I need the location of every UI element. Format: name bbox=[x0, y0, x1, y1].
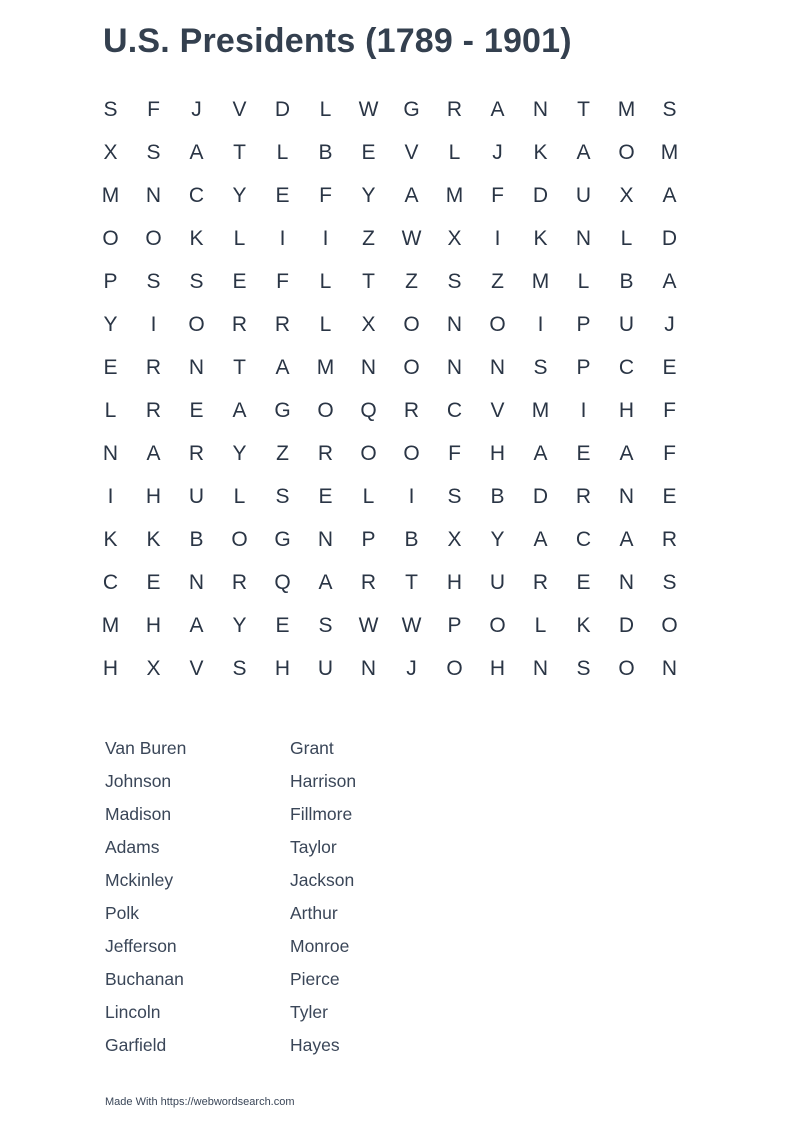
grid-cell[interactable]: Y bbox=[232, 441, 247, 465]
grid-cell[interactable]: R bbox=[403, 398, 420, 422]
grid-cell[interactable]: J bbox=[406, 656, 417, 680]
grid-cell[interactable]: E bbox=[662, 484, 677, 508]
grid-cell[interactable]: S bbox=[146, 269, 161, 293]
grid-cell[interactable]: U bbox=[618, 312, 635, 336]
grid-cell[interactable]: D bbox=[618, 613, 635, 637]
grid-cell[interactable]: B bbox=[490, 484, 505, 508]
grid-cell[interactable]: R bbox=[145, 398, 162, 422]
grid-cell[interactable]: S bbox=[189, 269, 204, 293]
grid-cell[interactable]: N bbox=[317, 527, 334, 551]
word-list-item: Pierce bbox=[290, 969, 340, 989]
grid-cell[interactable]: T bbox=[577, 97, 590, 121]
grid-cell[interactable]: E bbox=[318, 484, 333, 508]
grid-cell[interactable]: Y bbox=[232, 183, 247, 207]
grid-cell[interactable]: S bbox=[662, 97, 677, 121]
grid-cell[interactable]: D bbox=[661, 226, 678, 250]
grid-cell[interactable]: S bbox=[232, 656, 247, 680]
grid-cell[interactable]: V bbox=[404, 140, 419, 164]
grid-cell[interactable]: W bbox=[401, 613, 422, 637]
grid-cell[interactable]: N bbox=[532, 656, 549, 680]
grid-cell[interactable]: K bbox=[576, 613, 591, 637]
grid-cell[interactable]: M bbox=[101, 613, 120, 637]
grid-cell[interactable]: I bbox=[408, 484, 415, 508]
grid-cell[interactable]: K bbox=[533, 226, 548, 250]
grid-cell[interactable]: O bbox=[231, 527, 248, 551]
grid-cell[interactable]: L bbox=[577, 269, 590, 293]
grid-cell[interactable]: P bbox=[576, 355, 591, 379]
grid-cell[interactable]: O bbox=[360, 441, 377, 465]
grid-cell[interactable]: O bbox=[102, 226, 119, 250]
grid-cell[interactable]: U bbox=[489, 570, 506, 594]
grid-cell[interactable]: B bbox=[318, 140, 333, 164]
grid-cell[interactable]: E bbox=[103, 355, 118, 379]
grid-cell[interactable]: Q bbox=[274, 570, 291, 594]
grid-cell[interactable]: A bbox=[490, 97, 505, 121]
grid-cell[interactable]: W bbox=[401, 226, 422, 250]
grid-cell[interactable]: U bbox=[575, 183, 592, 207]
grid-cell[interactable]: D bbox=[274, 97, 291, 121]
grid-cell[interactable]: P bbox=[361, 527, 376, 551]
grid-cell[interactable]: A bbox=[533, 441, 548, 465]
grid-cell[interactable]: A bbox=[404, 183, 419, 207]
grid-cell[interactable]: A bbox=[619, 527, 634, 551]
grid-cell[interactable]: P bbox=[103, 269, 118, 293]
grid-cell[interactable]: P bbox=[447, 613, 462, 637]
grid-cell[interactable]: S bbox=[533, 355, 548, 379]
grid-cell[interactable]: O bbox=[403, 441, 420, 465]
grid-cell[interactable]: E bbox=[576, 441, 591, 465]
grid-cell[interactable]: N bbox=[188, 570, 205, 594]
grid-cell[interactable]: O bbox=[403, 355, 420, 379]
grid-cell[interactable]: E bbox=[189, 398, 204, 422]
grid-cell[interactable]: R bbox=[317, 441, 334, 465]
word-list-item: Taylor bbox=[290, 837, 337, 857]
grid-cell[interactable]: C bbox=[446, 398, 463, 422]
grid-cell[interactable]: M bbox=[316, 355, 335, 379]
grid-cell[interactable]: B bbox=[619, 269, 634, 293]
grid-cell[interactable]: E bbox=[576, 570, 591, 594]
grid-cell[interactable]: J bbox=[191, 97, 202, 121]
grid-cell[interactable]: S bbox=[318, 613, 333, 637]
grid-cell[interactable]: I bbox=[107, 484, 114, 508]
word-list-item: Fillmore bbox=[290, 804, 353, 824]
grid-cell[interactable]: R bbox=[360, 570, 377, 594]
grid-cell[interactable]: V bbox=[490, 398, 505, 422]
grid-cell[interactable]: H bbox=[102, 656, 119, 680]
grid-cell[interactable]: T bbox=[405, 570, 418, 594]
grid-cell[interactable]: F bbox=[276, 269, 289, 293]
grid-cell[interactable]: E bbox=[361, 140, 376, 164]
grid-cell[interactable]: H bbox=[274, 656, 291, 680]
grid-cell[interactable]: F bbox=[448, 441, 461, 465]
grid-cell[interactable]: B bbox=[404, 527, 419, 551]
grid-cell[interactable]: E bbox=[232, 269, 247, 293]
grid-cell[interactable]: R bbox=[274, 312, 291, 336]
grid-cell[interactable]: Z bbox=[362, 226, 375, 250]
letter-grid bbox=[89, 88, 691, 690]
grid-cell[interactable]: D bbox=[532, 484, 549, 508]
grid-cell[interactable]: I bbox=[279, 226, 286, 250]
grid-cell[interactable]: R bbox=[231, 570, 248, 594]
grid-cell[interactable]: E bbox=[275, 183, 290, 207]
grid-cell[interactable]: G bbox=[274, 398, 291, 422]
grid-cell[interactable]: U bbox=[188, 484, 205, 508]
grid-cell[interactable]: A bbox=[533, 527, 548, 551]
word-list-item: Hayes bbox=[290, 1035, 340, 1055]
grid-cell[interactable]: N bbox=[360, 355, 377, 379]
grid-cell[interactable]: L bbox=[276, 140, 289, 164]
grid-cell[interactable]: S bbox=[447, 484, 462, 508]
grid-cell[interactable]: Y bbox=[361, 183, 376, 207]
grid-cell[interactable]: M bbox=[531, 398, 550, 422]
grid-cell[interactable]: N bbox=[532, 97, 549, 121]
grid-cell[interactable]: C bbox=[575, 527, 592, 551]
grid-cell[interactable]: M bbox=[531, 269, 550, 293]
grid-cell[interactable]: L bbox=[362, 484, 375, 508]
grid-cell[interactable]: O bbox=[317, 398, 334, 422]
grid-cell[interactable]: L bbox=[233, 226, 246, 250]
grid-cell[interactable]: K bbox=[533, 140, 548, 164]
grid-cell[interactable]: N bbox=[575, 226, 592, 250]
grid-cell[interactable]: O bbox=[661, 613, 678, 637]
grid-cell[interactable]: I bbox=[150, 312, 157, 336]
grid-cell[interactable]: O bbox=[489, 613, 506, 637]
grid-cell[interactable]: T bbox=[362, 269, 375, 293]
grid-cell[interactable]: R bbox=[575, 484, 592, 508]
grid-cell[interactable]: N bbox=[661, 656, 678, 680]
grid-cell[interactable]: Q bbox=[360, 398, 377, 422]
grid-cell[interactable]: T bbox=[233, 355, 246, 379]
grid-cell[interactable]: H bbox=[489, 656, 506, 680]
grid-cell[interactable]: F bbox=[491, 183, 504, 207]
grid-cell[interactable]: S bbox=[275, 484, 290, 508]
grid-cell[interactable]: N bbox=[618, 484, 635, 508]
grid-cell[interactable]: I bbox=[537, 312, 544, 336]
grid-cell[interactable]: O bbox=[446, 656, 463, 680]
grid-cell[interactable]: N bbox=[446, 355, 463, 379]
grid-cell[interactable]: R bbox=[532, 570, 549, 594]
grid-cell[interactable]: O bbox=[618, 656, 635, 680]
grid-cell[interactable]: S bbox=[103, 97, 118, 121]
grid-cell[interactable]: O bbox=[145, 226, 162, 250]
grid-cell[interactable]: Z bbox=[276, 441, 289, 465]
grid-cell[interactable]: T bbox=[233, 140, 246, 164]
grid-cell[interactable]: A bbox=[189, 140, 204, 164]
grid-cell[interactable]: C bbox=[102, 570, 119, 594]
grid-cell[interactable]: M bbox=[617, 97, 636, 121]
grid-cell[interactable]: S bbox=[146, 140, 161, 164]
grid-cell[interactable]: R bbox=[145, 355, 162, 379]
word-list-item: Tyler bbox=[290, 1002, 328, 1022]
grid-cell[interactable]: M bbox=[101, 183, 120, 207]
grid-cell[interactable]: H bbox=[618, 398, 635, 422]
grid-cell[interactable]: W bbox=[358, 613, 379, 637]
puzzle-title: U.S. Presidents (1789 - 1901) bbox=[103, 22, 572, 60]
grid-cell[interactable]: Y bbox=[490, 527, 505, 551]
grid-cell[interactable]: S bbox=[447, 269, 462, 293]
grid-cell[interactable]: Y bbox=[232, 613, 247, 637]
grid-cell[interactable]: S bbox=[662, 570, 677, 594]
grid-cell[interactable]: F bbox=[147, 97, 160, 121]
grid-cell[interactable]: N bbox=[446, 312, 463, 336]
word-list-item: Jefferson bbox=[105, 936, 177, 956]
word-list-item: Garfield bbox=[105, 1035, 167, 1055]
word-list-item: Grant bbox=[290, 738, 334, 758]
grid-cell[interactable]: L bbox=[233, 484, 246, 508]
grid-cell[interactable]: X bbox=[447, 527, 462, 551]
grid-cell[interactable]: R bbox=[231, 312, 248, 336]
grid-cell[interactable]: X bbox=[447, 226, 462, 250]
grid-cell[interactable]: I bbox=[580, 398, 587, 422]
word-list-item: Adams bbox=[105, 837, 160, 857]
grid-cell[interactable]: L bbox=[534, 613, 547, 637]
grid-cell[interactable]: O bbox=[403, 312, 420, 336]
grid-cell[interactable]: S bbox=[576, 656, 591, 680]
grid-cell[interactable]: A bbox=[189, 613, 204, 637]
grid-cell[interactable]: R bbox=[188, 441, 205, 465]
grid-cell[interactable]: A bbox=[619, 441, 634, 465]
grid-cell[interactable]: L bbox=[104, 398, 117, 422]
grid-cell[interactable]: X bbox=[103, 140, 118, 164]
grid-cell[interactable]: K bbox=[103, 527, 118, 551]
grid-cell[interactable]: H bbox=[446, 570, 463, 594]
grid-cell[interactable]: L bbox=[448, 140, 461, 164]
grid-cell[interactable]: H bbox=[145, 613, 162, 637]
grid-cell[interactable]: M bbox=[445, 183, 464, 207]
grid-cell[interactable]: W bbox=[358, 97, 379, 121]
grid-cell[interactable]: A bbox=[318, 570, 333, 594]
grid-cell[interactable]: G bbox=[403, 97, 420, 121]
grid-cell[interactable]: V bbox=[189, 656, 204, 680]
grid-cell[interactable]: N bbox=[489, 355, 506, 379]
grid-cell[interactable]: E bbox=[275, 613, 290, 637]
grid-cell[interactable]: A bbox=[662, 269, 677, 293]
grid-cell[interactable]: R bbox=[661, 527, 678, 551]
grid-cell[interactable]: O bbox=[489, 312, 506, 336]
grid-cell[interactable]: M bbox=[660, 140, 679, 164]
word-list-item: Harrison bbox=[290, 771, 357, 791]
grid-cell[interactable]: E bbox=[662, 355, 677, 379]
word-list-item: Johnson bbox=[105, 771, 172, 791]
grid-cell[interactable]: L bbox=[319, 312, 332, 336]
grid-cell[interactable]: Y bbox=[103, 312, 118, 336]
grid-cell[interactable]: H bbox=[145, 484, 162, 508]
grid-cell[interactable]: Z bbox=[405, 269, 418, 293]
grid-cell[interactable]: N bbox=[145, 183, 162, 207]
grid-cell[interactable]: A bbox=[275, 355, 290, 379]
grid-cell[interactable]: H bbox=[489, 441, 506, 465]
word-list-item: Madison bbox=[105, 804, 172, 824]
word-list-item: Monroe bbox=[290, 936, 350, 956]
grid-cell[interactable]: Z bbox=[491, 269, 504, 293]
grid-cell[interactable]: O bbox=[618, 140, 635, 164]
word-list-item: Van Buren bbox=[105, 738, 187, 758]
grid-cell[interactable]: X bbox=[146, 656, 161, 680]
grid-cell[interactable]: C bbox=[188, 183, 205, 207]
word-list-item: Buchanan bbox=[105, 969, 184, 989]
grid-cell[interactable]: P bbox=[576, 312, 591, 336]
grid-cell[interactable]: J bbox=[664, 312, 675, 336]
footer-credit: Made With https://webwordsearch.com bbox=[105, 1096, 295, 1108]
grid-cell[interactable]: A bbox=[662, 183, 677, 207]
word-list-item: Lincoln bbox=[105, 1002, 161, 1022]
grid-cell[interactable]: V bbox=[232, 97, 247, 121]
word-list-item: Mckinley bbox=[105, 870, 174, 890]
grid-cell[interactable]: O bbox=[188, 312, 205, 336]
grid-cell[interactable]: I bbox=[322, 226, 329, 250]
grid-cell[interactable]: L bbox=[620, 226, 633, 250]
grid-cell[interactable]: G bbox=[274, 527, 291, 551]
grid-cell[interactable]: L bbox=[319, 269, 332, 293]
grid-cell[interactable]: N bbox=[102, 441, 119, 465]
word-list bbox=[105, 732, 475, 1062]
grid-cell[interactable]: R bbox=[446, 97, 463, 121]
grid-cell[interactable]: I bbox=[494, 226, 501, 250]
grid-cell[interactable]: B bbox=[189, 527, 204, 551]
grid-cell[interactable]: K bbox=[146, 527, 161, 551]
grid-cell[interactable]: X bbox=[361, 312, 376, 336]
grid-cell[interactable]: N bbox=[188, 355, 205, 379]
word-list-item: Jackson bbox=[290, 870, 355, 890]
grid-cell[interactable]: D bbox=[532, 183, 549, 207]
grid-cell[interactable]: X bbox=[619, 183, 634, 207]
grid-cell[interactable]: N bbox=[618, 570, 635, 594]
grid-cell[interactable]: L bbox=[319, 97, 332, 121]
grid-cell[interactable]: F bbox=[663, 398, 676, 422]
grid-cell[interactable]: U bbox=[317, 656, 334, 680]
grid-cell[interactable]: E bbox=[146, 570, 161, 594]
grid-cell[interactable]: N bbox=[360, 656, 377, 680]
grid-cell[interactable]: J bbox=[492, 140, 503, 164]
word-list-item: Polk bbox=[105, 903, 140, 923]
grid-cell[interactable]: A bbox=[232, 398, 247, 422]
grid-cell[interactable]: A bbox=[576, 140, 591, 164]
grid-cell[interactable]: F bbox=[319, 183, 332, 207]
grid-cell[interactable]: A bbox=[146, 441, 161, 465]
grid-cell[interactable]: K bbox=[189, 226, 204, 250]
grid-cell[interactable]: F bbox=[663, 441, 676, 465]
word-list-item: Arthur bbox=[290, 903, 338, 923]
grid-cell[interactable]: C bbox=[618, 355, 635, 379]
